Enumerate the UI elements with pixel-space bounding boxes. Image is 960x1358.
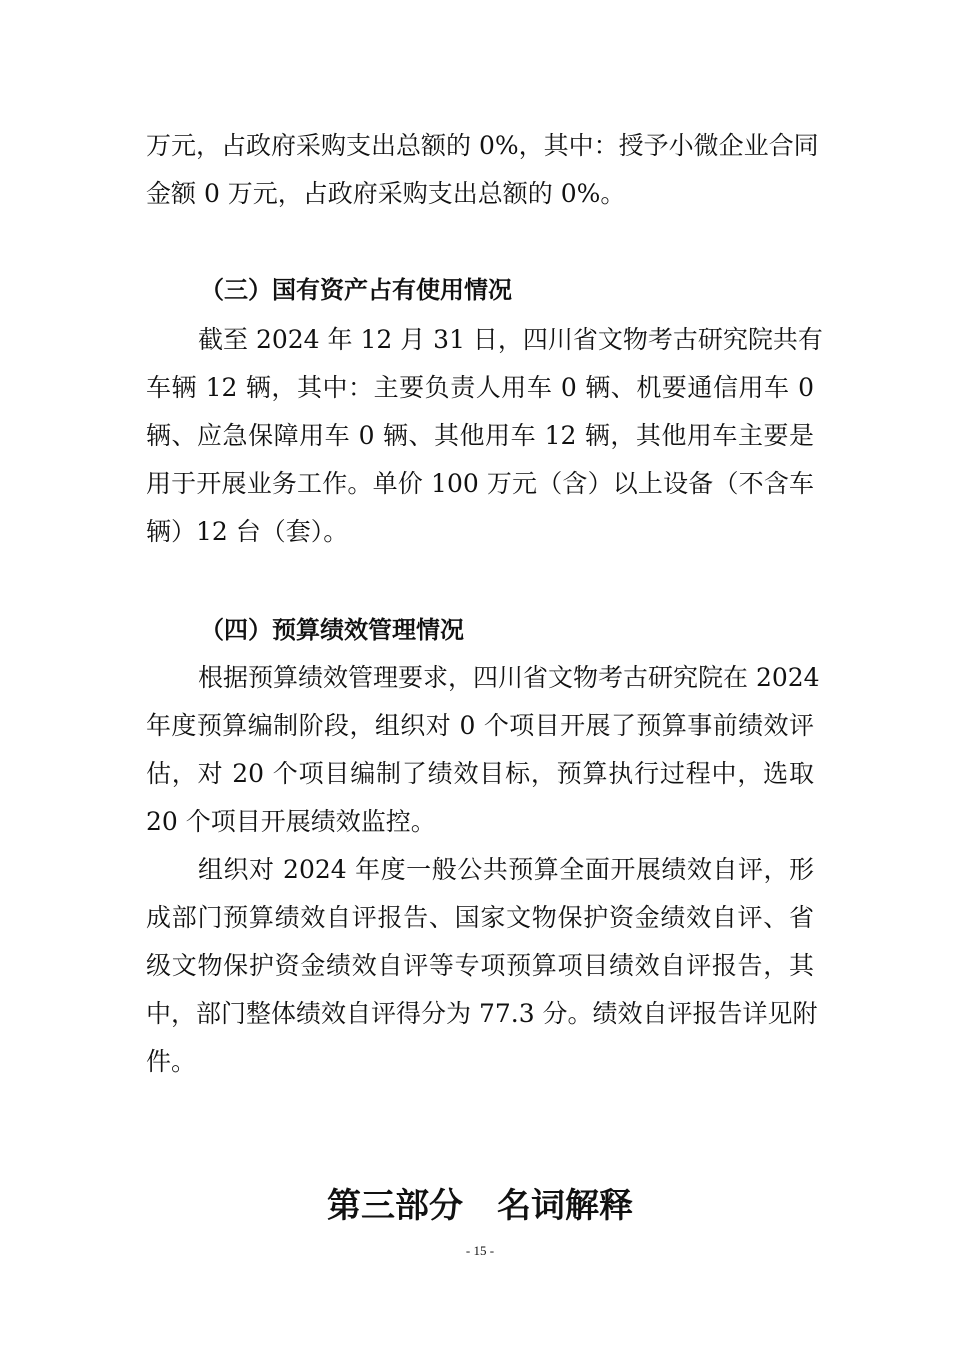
text-line: 20 个项目开展绩效监控。 <box>146 807 436 836</box>
text-line: 辆）12 台（套）。 <box>146 517 349 546</box>
section-heading-performance: （四）预算绩效管理情况 <box>200 616 464 644</box>
text-line: 中，部门整体绩效自评得分为 77.3 分。绩效自评报告详见附 <box>146 999 818 1028</box>
text-line: 用于开展业务工作。单价 100 万元（含）以上设备（不含车 <box>146 469 814 498</box>
text-line: 成部门预算绩效自评报告、国家文物保护资金绩效自评、省 <box>146 903 814 932</box>
text-line: 万元，占政府采购支出总额的 0%，其中：授予小微企业合同 <box>146 131 819 160</box>
text-line: 车辆 12 辆，其中：主要负责人用车 0 辆、机要通信用车 0 <box>146 373 814 402</box>
part-title: 第三部分 名词解释 <box>327 1186 633 1226</box>
text-line: 辆、应急保障用车 0 辆、其他用车 12 辆，其他用车主要是 <box>146 421 814 450</box>
text-line: 截至 2024 年 12 月 31 日，四川省文物考古研究院共有 <box>198 325 823 354</box>
page-number: - 15 - <box>465 1243 495 1258</box>
text-line: 估，对 20 个项目编制了绩效目标，预算执行过程中，选取 <box>146 759 814 788</box>
text-line: 组织对 2024 年度一般公共预算全面开展绩效自评，形 <box>198 855 814 884</box>
text-line: 根据预算绩效管理要求，四川省文物考古研究院在 2024 <box>198 663 820 692</box>
section-heading-assets: （三）国有资产占有使用情况 <box>200 276 512 304</box>
text-line: 级文物保护资金绩效自评等专项预算项目绩效自评报告，其 <box>146 951 814 980</box>
text-line: 年度预算编制阶段，组织对 0 个项目开展了预算事前绩效评 <box>146 711 814 740</box>
text-line: 金额 0 万元，占政府采购支出总额的 0%。 <box>146 179 626 208</box>
text-line: 件。 <box>146 1047 197 1076</box>
